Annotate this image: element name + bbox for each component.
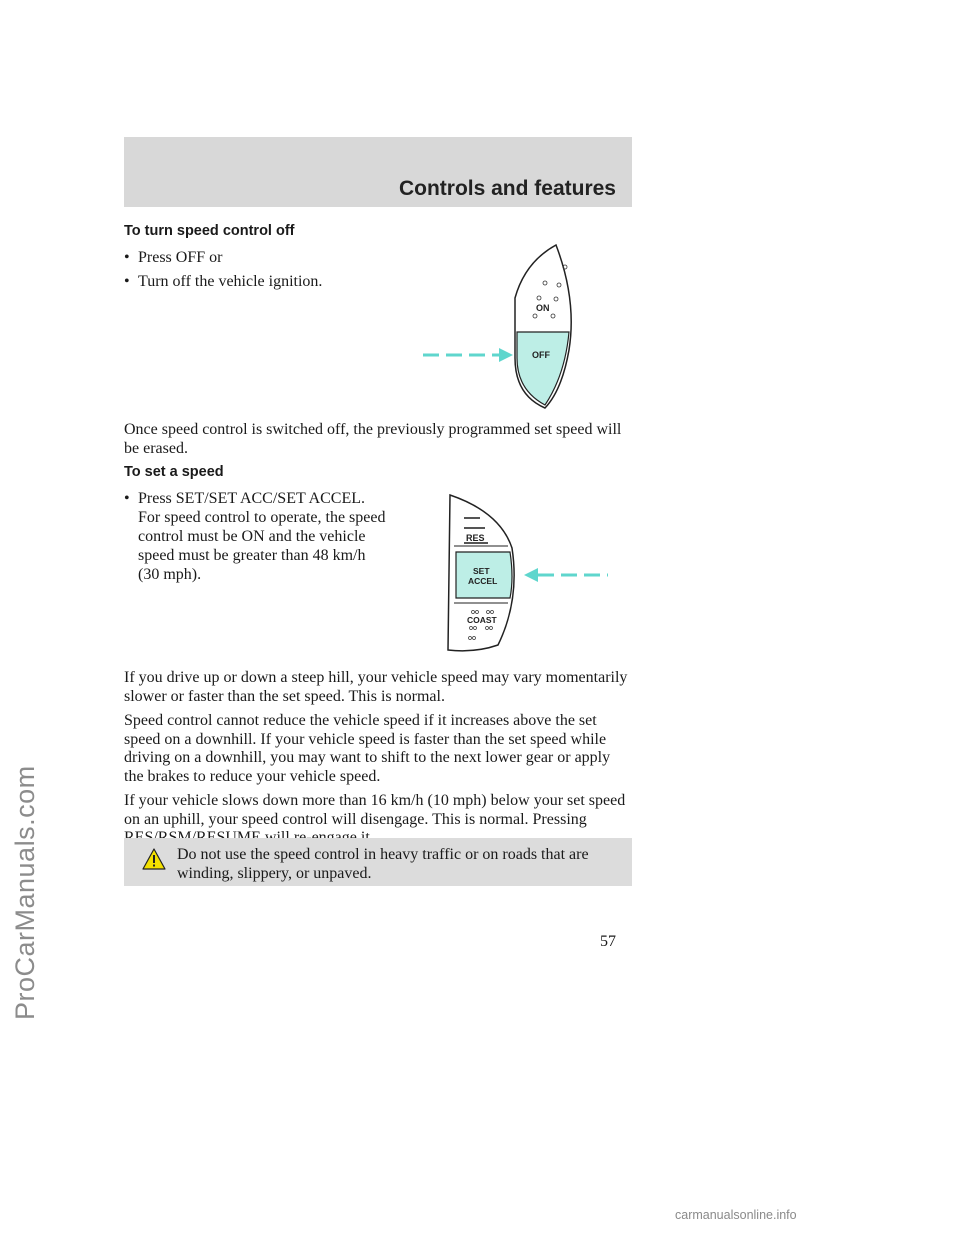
res-label: RES [466,533,485,543]
page-title: Controls and features [398,177,616,200]
bullet-item [124,489,389,584]
watermark: ProCarManuals.com [10,765,40,1020]
arrow-head-icon [499,348,513,362]
set-label: SET [473,566,490,576]
paragraph: If you drive up or down a steep hill, your vehicle speed may vary momentarily slower or faster than the set speed. This is normal. [124,669,628,705]
bullet-icon: • [124,249,130,266]
accel-label: ACCEL [468,576,498,586]
set-accel-switch-figure [440,490,615,660]
arrow-head-icon [524,568,538,582]
header-band [124,137,632,207]
page-number: 57 [600,933,616,950]
section-heading-set: To set a speed [124,464,224,480]
warning-icon [142,848,166,870]
bullet-icon: • [124,273,130,290]
coast-label: COAST [467,615,497,625]
warning-text: Do not use the speed control in heavy traffic or on roads that are winding, slippery, or unpaved. [177,846,589,882]
section-heading-off: To turn speed control off [124,223,295,239]
paragraph: Once speed control is switched off, the previously programmed set speed will be erased. [124,421,622,457]
bullet-text: Press SET/SET ACC/SET ACCEL. For speed control to operate, the speed control must be ON and the vehicle speed must be greater than 48 km/h (30 mph). [138,490,386,583]
paragraph: If your vehicle slows down more than 16 km/h (10 mph) below your set speed on an uphill, your speed control will disengage. This is normal. Pressing [124,792,626,828]
on-off-switch-figure [415,240,590,415]
bullet-icon: • [124,490,130,507]
bullet-item [124,248,384,267]
bullet-text: Turn off the vehicle ignition. [138,273,323,290]
off-button-fill [517,332,569,405]
paragraph: Speed control cannot reduce the vehicle speed if it increases above the set speed on a downhill. If your vehicle speed is faster than the set speed while driving on a downhill, you may want to shift to the next lower gear or apply the brakes to reduce your vehicle speed. [124,712,611,785]
bullet-text: Press OFF or [138,249,223,266]
on-label: ON [536,303,550,313]
off-label: OFF [532,350,550,360]
footer-url[interactable]: carmanualsonline.info [675,1208,797,1222]
bullet-item [124,272,384,291]
warning-box [124,838,632,886]
